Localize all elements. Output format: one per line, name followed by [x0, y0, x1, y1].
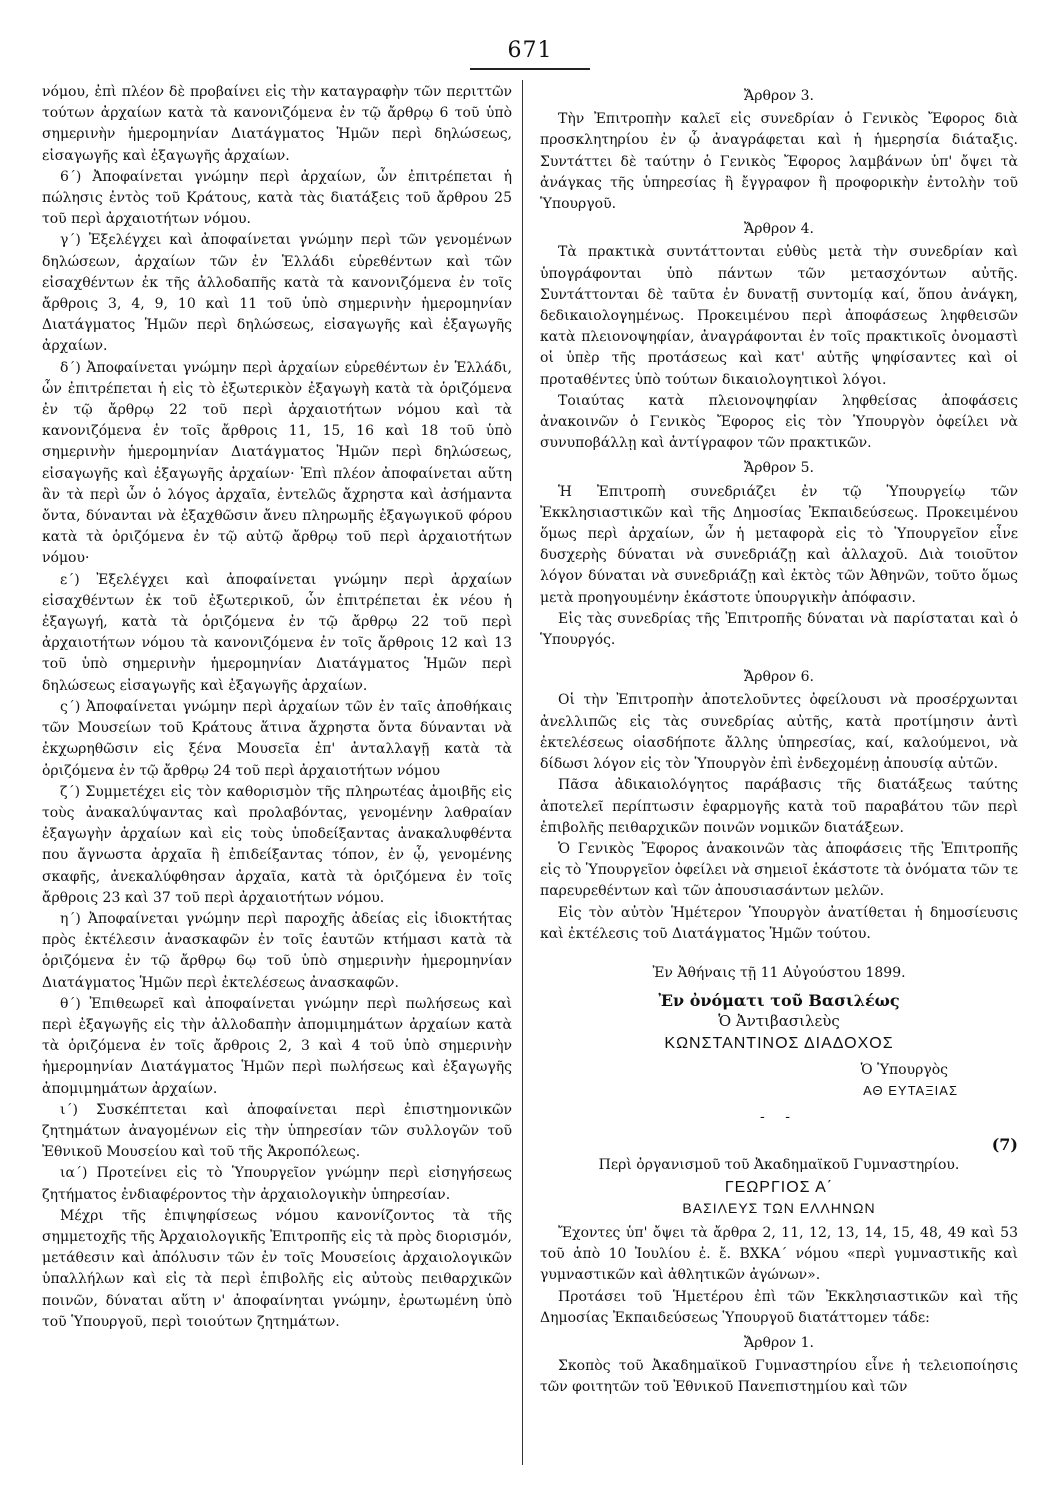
paragraph: Τοιαύτας κατὰ πλειονοψηφίαν ληφθείσας ἀποφάσεις ἀνακοινῶν ὁ Γενικὸς Ἔφορος εἰς τὸν Ὑπουργὸν ὀφείλει νὰ συνυποβάλλῃ καὶ ἀντίγραφον τῶν πρακτικῶν.: [540, 392, 1018, 452]
paragraph: Τὴν Ἐπιτροπὴν καλεῖ εἰς συνεδρίαν ὁ Γενικὸς Ἔφορος διὰ προσκλητηρίου ἐν ᾧ ἀναγράφεται καὶ ἡ ἡμερησία διάταξις. Συντάττει δὲ ταύτην ὁ Γενικὸς Ἔφορος λαμβάνων ὑπ' ὄψει τὰ ἀνάγκας τῆς ὑπηρεσίας ἢ ἔγγραφον ἢ προφορικὴν ἐντολὴν τοῦ Ὑπουργοῦ.: [540, 111, 1018, 213]
clause-k: ια΄) Προτείνει εἰς τὸ Ὑπουργεῖον γνώμην περὶ εἰσηγήσεως ζητήματος ἐνδιαφέροντος τὴν ἀρχαιολογικὴν ὑπηρεσίαν.: [42, 1165, 512, 1203]
paragraph: Προτάσει τοῦ Ἡμετέρου ἐπὶ τῶν Ἐκκλησιαστικῶν καὶ τῆς Δημοσίας Ἐκπαιδεύσεως Ὑπουργοῦ διατάττομεν τάδε:: [540, 1288, 1018, 1326]
clause-h: η΄) Ἀποφαίνεται γνώμην περὶ παροχῆς ἀδείας εἰς ἰδιοκτήτας πρὸς ἐκτέλεσιν ἀνασκαφῶν ἐν τοῖς ἑαυτῶν κτήμασι κατὰ τὰ ὁριζόμενα ἐν τῷ ἄρθρῳ 6ῳ τοῦ ὑπὸ σημερινὴν ἡμερομηνίαν Διατάγματος Ἡμῶν περὶ ἐκτελέσεως ἀνασκαφῶν.: [42, 910, 512, 991]
regent-name: ΚΩΝΣΤΑΝΤΙΝΟΣ ΔΙΑΔΟΧΟΣ: [664, 1034, 894, 1052]
signature-line: Ἐν ὀνόματι τοῦ Βασιλέως: [658, 991, 900, 1011]
left-column: [42, 82, 512, 1333]
paragraph: Τὰ πρακτικὰ συντάττονται εὐθὺς μετὰ τὴν συνεδρίαν καὶ ὑπογράφονται ὑπὸ πάντων τῶν μετασχόντων αὐτῆς. Συντάττονται δὲ ταῦτα ἐν δυνατῇ συντομίᾳ καί, ὅπου ἀνάγκη, δεδικαιολογημένως. Προκειμένου περὶ ἀποφάσεως ληφθεισῶν κατὰ πλειονοψηφίαν, ἀναγράφονται ἐν τοῖς πρακτικοῖς ὀνομαστὶ οἱ ὑπὲρ τῆς προτάσεως καὶ κατ' αὐτῆς ψηφίσαντες καὶ οἱ προταθέντες ὑπὸ τούτων δικαιολογητικοὶ λόγοι.: [540, 244, 1018, 388]
article-heading: Ἄρθρον 5.: [744, 460, 814, 477]
paragraph: Εἰς τὸν αὐτὸν Ἡμέτερον Ὑπουργὸν ἀνατίθεται ἡ δημοσίευσις καὶ ἐκτέλεσις τοῦ Διατάγματος Ἡμῶν τούτου.: [540, 904, 1018, 942]
clause-g: ζ΄) Συμμετέχει εἰς τὸν καθορισμὸν τῆς πληρωτέας ἀμοιβῆς εἰς τοὺς ἀνακαλύψαντας καὶ προλαβόντας, γενομένην λαθραίαν ἐξαγωγὴν ἀρχαίων καὶ εἰς τοὺς ὑποδείξαντας ἀνακαλυφθέντα που ἄγνωστα ἀρχαῖα ἢ ἐπιδείξαντας τόπον, ἐν ᾧ, γενομένης σκαφῆς, ἀνεκαλύφθησαν ἀρχαῖα, κατὰ τὰ ὁριζόμενα ἐν τοῖς ἄρθροις 23 καὶ 37 τοῦ περὶ ἀρχαιοτήτων νόμου.: [42, 783, 512, 906]
paragraph: Πᾶσα ἀδικαιολόγητος παράβασις τῆς διατάξεως ταύτης ἀποτελεῖ περίπτωσιν ἐφαρμογῆς κατὰ τοῦ παραβάτου τῶν περὶ ἐπιβολῆς πειθαρχικῶν ποινῶν νομικῶν διατάξεων.: [540, 777, 1018, 836]
page-number: 671: [507, 38, 553, 63]
decree-title: Περὶ ὀργανισμοῦ τοῦ Ἀκαδημαϊκοῦ Γυμναστηρίου.: [598, 1157, 960, 1174]
article-heading: Ἄρθρον 4.: [744, 221, 814, 238]
clause-d: δ΄) Ἀποφαίνεται γνώμην περὶ ἀρχαίων εὑρεθέντων ἐν Ἑλλάδι, ὧν ἐπιτρέπεται ἡ εἰς τὸ ἐξωτερικὸν ἐξαγωγὴ κατὰ τὰ ὁριζόμενα ἐν τῷ ἄρθρῳ 22 τοῦ περὶ ἀρχαιοτήτων νόμου καὶ τὰ κανονιζόμενα ἐν τοῖς ἄρθροις 11, 15, 16 καὶ 18 τοῦ ὑπὸ σημερινὴν ἡμερομηνίαν Διατάγματος Ἡμῶν περὶ δηλώσεως, εἰσαγωγῆς καὶ ἐξαγωγῆς ἀρχαίων· Ἐπὶ πλέον ἀποφαίνεται αὕτη ἂν τὰ περὶ ὧν ὁ λόγος ἀρχαῖα, ἐντελῶς ἄχρηστα καὶ ἀσήμαντα ὄντα, δύνανται νὰ ἐξαχθῶσιν ἄνευ πληρωμῆς ἐξαγωγικοῦ φόρου κατὰ τὰ ὁριζόμενα ἐν τῷ αὐτῷ ἄρθρῳ τοῦ περὶ ἀρχαιοτήτων νόμου·: [42, 359, 512, 567]
clause-e: ε΄) Ἐξελέγχει καὶ ἀποφαίνεται γνώμην περὶ ἀρχαίων εἰσαχθέντων ἐκ τοῦ ἐξωτερικοῦ, ὧν ἐπιτρέπεται ἐκ νέου ἡ ἐξαγωγή, κατὰ τὰ ὁριζόμενα ἐν τῷ ἄρθρῳ 22 τοῦ περὶ ἀρχαιοτήτων νόμου τὰ κανονιζόμενα ἐν τοῖς ἄρθροις 12 καὶ 13 τοῦ ὑπὸ σημερινὴν ἡμερομηνίαν Διατάγματος Ἡμῶν περὶ δηλώσεως εἰσαγωγῆς καὶ ἐξαγωγῆς ἀρχαίων.: [42, 571, 512, 694]
paragraph: Εἰς τὰς συνεδρίας τῆς Ἐπιτροπῆς δύναται νὰ παρίσταται καὶ ὁ Ὑπουργός.: [540, 610, 1018, 649]
signature-line: Ὁ Ἀντιβασιλεὺς: [718, 1012, 840, 1031]
paragraph: Οἱ τὴν Ἐπιτροπὴν ἀποτελοῦντες ὀφείλουσι νὰ προσέρχωνται ἀνελλιπῶς εἰς τὰς συνεδρίας αὐτῆς, κατὰ προτίμησιν ἀντὶ ἐκτελέσεως οἱασδήποτε ἄλλης ὑπηρεσίας, καί, καλούμενοι, νὰ δίδωσι λόγον εἰς τὸν Ὑπουργὸν ἐπὶ ἐνδεχομένῃ ἀπουσίᾳ αὐτῶν.: [540, 692, 1018, 773]
decree-number: (7): [991, 1135, 1018, 1155]
clause-c: γ΄) Ἐξελέγχει καὶ ἀποφαίνεται γνώμην περὶ τῶν γενομένων δηλώσεων, ἀρχαίων τῶν ἐν Ἑλλάδι εὑρεθέντων καὶ τῶν εἰσαχθέντων ἐκ τῆς ἀλλοδαπῆς κατὰ τὰ κανονιζόμενα ἐν τοῖς ἄρθροις 3, 4, 9, 10 καὶ 11 τοῦ ὑπὸ σημερινὴν ἡμερομηνίαν Διατάγματος Ἡμῶν περὶ δηλώσεως, εἰσαγωγῆς καὶ ἐξαγωγῆς ἀρχαίων.: [42, 232, 512, 355]
header-rule: [470, 68, 590, 70]
paragraph: Ὁ Γενικὸς Ἔφορος ἀνακοινῶν τὰς ἀποφάσεις τῆς Ἐπιτροπῆς εἰς τὸ Ὑπουργεῖον ὀφείλει νὰ σημειοῖ ἑκάστοτε τὰ ὀνόματα τῶν τε παρευρεθέντων καὶ τῶν ἀπουσιασάντων μελῶν.: [540, 840, 1018, 900]
article-heading: Ἄρθρον 1.: [744, 1334, 814, 1351]
paragraph: Μέχρι τῆς ἐπιψηφίσεως νόμου κανονίζοντος τὰ τῆς σημμετοχῆς τῆς Ἀρχαιολογικῆς Ἐπιτροπῆς εἰς τὰ πρὸς διορισμόν, μετάθεσιν καὶ ἀπόλυσιν τῶν ἐν τοῖς Μουσείοις ἀρχαιολογικῶν ὑπαλλήλων καὶ εἰς τὰ περὶ ἐπιβολῆς εἰς αὐτοὺς πειθαρχικῶν ποινῶν, δύναται αὕτη ν' ἀποφαίνηται γνώμην, ἐρωτωμένη ὑπὸ τοῦ Ὑπουργοῦ, περὶ τοιούτων ζητημάτων.: [42, 1207, 512, 1330]
king-name: ΓΕΩΡΓΙΟΣ Α΄: [724, 1178, 834, 1196]
column-divider: [522, 80, 523, 1465]
clause-b: 6΄) Ἀποφαίνεται γνώμην περὶ ἀρχαίων, ὧν ἐπιτρέπεται ἡ πώλησις ἐντὸς τοῦ Κράτους, κατὰ τὰς διατάξεις τοῦ ἄρθρου 25 τοῦ περὶ ἀρχαιοτήτων νόμου.: [42, 168, 512, 228]
king-title: ΒΑΣΙΛΕΥΣ ΤΩΝ ΕΛΛΗΝΩΝ: [682, 1199, 876, 1216]
clause-j: ι΄) Συσκέπτεται καὶ ἀποφαίνεται περὶ ἐπιστημονικῶν ζητημάτων ἀναγομένων εἰς τὴν ὑπηρεσίαν τῶν συλλογῶν τοῦ Ἐθνικοῦ Μουσείου καὶ τοῦ τῆς Ἀκροπόλεως.: [42, 1101, 512, 1161]
decree-date: Ἐν Ἀθήναις τῇ 11 Αὐγούστου 1899.: [652, 964, 906, 981]
paragraph: Ἔχοντες ὑπ' ὄψει τὰ ἄρθρα 2, 11, 12, 13, 14, 15, 48, 49 καὶ 53 τοῦ ἀπὸ 10 Ἰουλίου ἐ. ἔ. ΒΧΚΑ΄ νόμου «περὶ γυμναστικῆς καὶ γυμναστικῶν καὶ ἀθλητικῶν ἀγώνων».: [540, 1224, 1018, 1284]
paragraph: νόμου, ἐπὶ πλέον δὲ προβαίνει εἰς τὴν καταγραφὴν τῶν περιττῶν τούτων ἀρχαίων κατὰ τὰ κανονιζόμενα ἐν τῷ ἄρθρῳ 6 τοῦ ὑπὸ σημερινὴν ἡμερομηνίαν Διατάγματος Ἡμῶν περὶ δηλώσεως, εἰσαγωγῆς καὶ ἐξαγωγῆς ἀρχαίων.: [42, 84, 512, 164]
clause-f: ς΄) Ἀποφαίνεται γνώμην περὶ ἀρχαίων τῶν ἐν ταῖς ἀποθήκαις τῶν Μουσείων τοῦ Κράτους ἅτινα ἄχρηστα ὄντα δύνανται νὰ ἐκχωρηθῶσιν εἰς ξένα Μουσεῖα ἐπ' ἀνταλλαγῇ κατὰ τὰ ὁριζόμενα ἐν τῷ ἄρθρῳ 24 τοῦ περὶ ἀρχαιοτήτων νόμου: [42, 698, 512, 779]
minister-title: Ὁ Ὑπουργὸς: [860, 1061, 948, 1078]
section-separator: - -: [760, 1108, 798, 1125]
minister-name: ΑΘ ΕΥΤΑΞΙΑΣ: [863, 1082, 958, 1098]
paragraph: Σκοπὸς τοῦ Ἀκαδημαϊκοῦ Γυμναστηρίου εἶνε ἡ τελειοποίησις τῶν φοιτητῶν τοῦ Ἐθνικοῦ Πανεπιστημίου καὶ τῶν: [540, 1358, 1018, 1396]
article-heading: Ἄρθρον 3.: [744, 88, 814, 104]
right-column: [540, 82, 1018, 1399]
article-heading: Ἄρθρον 6.: [744, 669, 814, 686]
paragraph: Ἡ Ἐπιτροπὴ συνεδριάζει ἐν τῷ Ὑπουργείῳ τῶν Ἐκκλησιαστικῶν καὶ τῆς Δημοσίας Ἐκπαιδεύσεως. Προκειμένου ὅμως περὶ ἀρχαίων, ὧν ἡ μεταφορὰ εἰς τὸ Ὑπουργεῖον εἶνε δυσχερὴς δύναται νὰ συνεδριάζῃ καὶ ἀλλαχοῦ. Διὰ τοιοῦτον λόγον δύναται νὰ συνεδριάζῃ καὶ ἐκτὸς τῶν Ἀθηνῶν, τοῦτο ὅμως μετὰ προηγουμένην ἑκάστοτε ὑπουργικὴν ἀπόφασιν.: [540, 483, 1018, 606]
clause-i: θ΄) Ἐπιθεωρεῖ καὶ ἀποφαίνεται γνώμην περὶ πωλήσεως καὶ περὶ ἐξαγωγῆς εἰς τὴν ἀλλοδαπὴν ἀπομιμημάτων ἀρχαίων κατὰ τὰ ὁριζόμενα ἐν τοῖς ἄρθροις 2, 3 καὶ 4 τοῦ ὑπὸ σημερινὴν ἡμερομηνίαν Διατάγματος Ἡμῶν περὶ πωλήσεως καὶ ἐξαγωγῆς ἀπομιμημάτων ἀρχαίων.: [42, 995, 512, 1097]
